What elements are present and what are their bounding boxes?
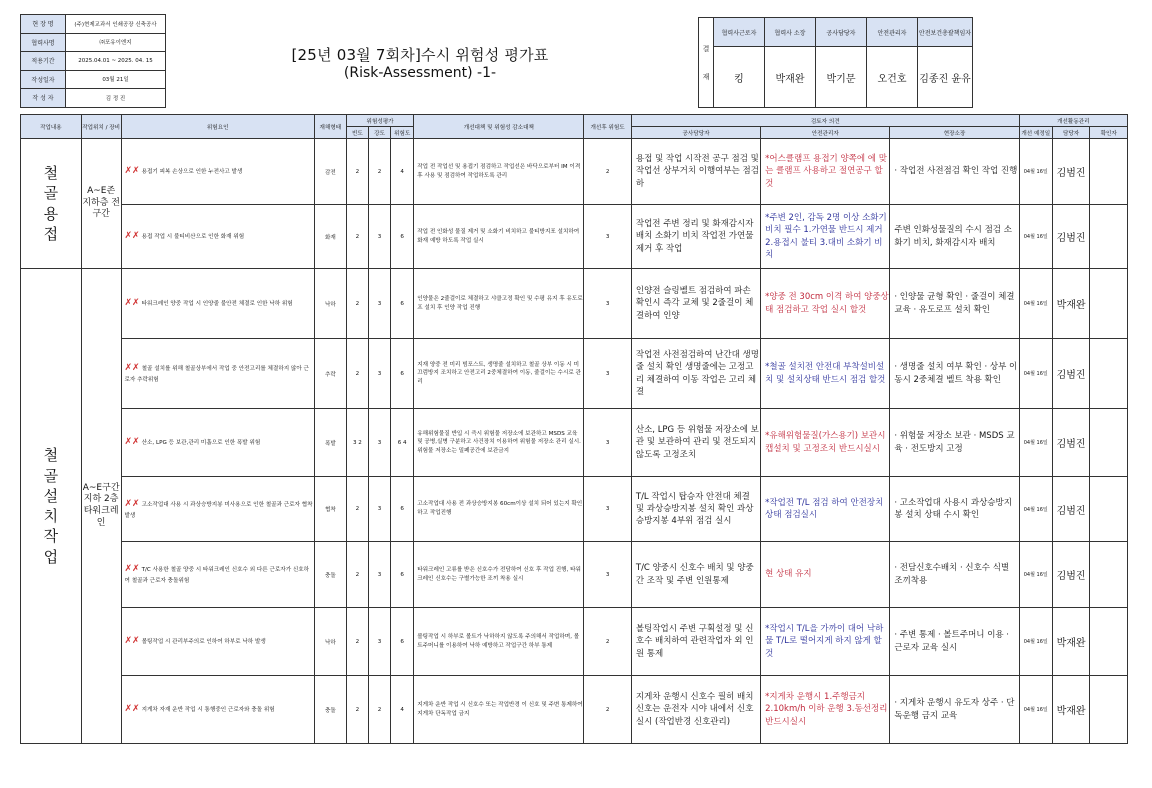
risk-text: 산소, LPG 등 보관,관리 미흡으로 인한 폭발 위험 — [141, 439, 261, 446]
risk-text: T/C 사용한 철골 양중 시 타워크레인 신호수 외 다른 근로자가 신호하여 철골과 근로자 충돌위험 — [124, 567, 310, 585]
table-row — [21, 608, 1128, 676]
strike-mark-icon: ✗✗ — [124, 703, 140, 714]
risk-degree: 6 — [391, 205, 414, 269]
plan-date: 04월 16일 — [1019, 139, 1052, 205]
severity: 2 — [368, 676, 390, 744]
approval-signature: 박기문 — [816, 47, 867, 108]
table-row — [21, 542, 1128, 608]
col-task: 작업내용 — [21, 115, 82, 139]
accident-type: 폭발 — [314, 409, 346, 477]
review-field-chief: · 주변 통제 · 볼트주머니 이용 · 근로자 교육 실시 — [890, 608, 1019, 676]
confirm-signature — [1090, 676, 1128, 744]
col-location: 작업위치 / 장비 — [81, 115, 121, 139]
page-subtitle: (Risk-Assessment) -1- — [343, 65, 497, 81]
confirm-signature — [1090, 269, 1128, 339]
countermeasure: 타워크레인 고류를 받은 신호수가 전담하여 신호 후 작업 진행, 타워크레인 신호수는 구별가능한 조끼 착용 실시 — [414, 542, 584, 608]
confirm-signature — [1090, 205, 1128, 269]
header-info-row — [21, 52, 166, 71]
header-field-label: 적용기간 — [21, 52, 66, 71]
header-info-table — [20, 14, 166, 108]
review-safety-manager: *양중 전 30cm 이격 하여 양중상태 점검하고 작업 실시 할것 — [761, 269, 890, 339]
header-info-row — [21, 33, 166, 52]
col-sev: 강도 — [368, 127, 390, 139]
review-site-manager: 용접 및 작업 시작전 공구 점검 및 작업선 상부거치 이행여부는 점검하 — [631, 139, 760, 205]
approval-table — [698, 17, 973, 108]
risk-text: 철골 설치를 위해 철골상부에서 작업 중 안전고리를 체결하지 않아 근로자 추락위험 — [124, 366, 309, 384]
task-location: A~E구간 지하 2층 타워크레인 — [81, 269, 121, 744]
col-assess: 위험성평가 — [346, 115, 413, 127]
severity: 3 — [368, 269, 390, 339]
countermeasure: 작업 전 작업선 및 용접기 점검하고 작업선은 바닥으로부터 IM 이격 후 사용 및 점검하여 작업하도록 관리 — [414, 139, 584, 205]
task-location: A~E존 지하층 전구간 — [81, 139, 121, 269]
review-site-manager: 작업전 사전점검하여 난간대 생명줄 설치 확인 생명줄에는 고정고리 체결하여 이동 작업은 고리 체결 — [631, 339, 760, 409]
approval-signature: 킹 — [714, 47, 765, 108]
frequency: 2 — [346, 339, 368, 409]
risk-degree: 6 4 — [391, 409, 414, 477]
review-site-manager: T/L 작업시 탑승자 안전대 체결 및 과상승방지봉 설치 확인 과상승방지봉 4부위 점검 실시 — [631, 477, 760, 542]
header-info-row — [21, 15, 166, 34]
risk-after: 2 — [584, 676, 632, 744]
frequency: 3 2 — [346, 409, 368, 477]
frequency: 2 — [346, 205, 368, 269]
col-type: 재해형태 — [314, 115, 346, 139]
approval-signature: 오건호 — [867, 47, 918, 108]
header-field-value: 2025.04.01 ~ 2025. 04. 15 — [66, 52, 166, 71]
page-title: [25년 03월 7회차]수시 위험성 평가표 — [291, 46, 549, 64]
col-measure: 개선대책 및 위험성 감소대책 — [414, 115, 584, 139]
col-reviewer1: 공사담당자 — [631, 127, 760, 139]
header-info-row — [21, 70, 166, 89]
accident-type: 충돌 — [314, 676, 346, 744]
risk-after: 3 — [584, 205, 632, 269]
risk-after: 2 — [584, 608, 632, 676]
risk-after: 2 — [584, 139, 632, 205]
owner-signature: 박재완 — [1052, 269, 1090, 339]
countermeasure: 지게차 운반 작업 시 신호수 또는 작업반경 이 신호 및 주변 통제하여 지게차 단독작업 금지 — [414, 676, 584, 744]
confirm-signature — [1090, 477, 1128, 542]
accident-type: 낙하 — [314, 269, 346, 339]
table-row — [21, 409, 1128, 477]
accident-type: 협착 — [314, 477, 346, 542]
plan-date: 04월 16일 — [1019, 608, 1052, 676]
risk-after: 3 — [584, 269, 632, 339]
risk-after: 3 — [584, 339, 632, 409]
risk-after: 3 — [584, 542, 632, 608]
task-name: 철 골 용 접 — [21, 139, 82, 269]
header-field-value: 03월 21일 — [66, 70, 166, 89]
plan-date: 04월 16일 — [1019, 477, 1052, 542]
confirm-signature — [1090, 139, 1128, 205]
approval-side-label: 결 재 — [699, 18, 714, 108]
strike-mark-icon: ✗✗ — [124, 498, 140, 509]
col-owner: 담당자 — [1052, 127, 1090, 139]
review-safety-manager: *주변 2인, 감독 2명 이상 소화기 비치 필수 1.가연물 반드시 제거 2.용접시 불티 3.대비 소화기 비치 — [761, 205, 890, 269]
confirm-signature — [1090, 409, 1128, 477]
header-field-label: 협력사명 — [21, 33, 66, 52]
strike-mark-icon: ✗✗ — [124, 230, 140, 241]
risk-degree: 6 — [391, 269, 414, 339]
owner-signature: 김범진 — [1052, 409, 1090, 477]
risk-degree: 6 — [391, 542, 414, 608]
accident-type: 화재 — [314, 205, 346, 269]
risk-factor — [121, 608, 314, 676]
review-site-manager: 인양전 슬링벨트 점검하여 파손 확인시 즉각 교체 및 2줄걸이 체결하여 인양 — [631, 269, 760, 339]
plan-date: 04월 16일 — [1019, 269, 1052, 339]
task-name: 철 골 설 치 작 업 — [21, 269, 82, 744]
table-row — [21, 269, 1128, 339]
review-site-manager: 볼팅작업시 주변 구획설정 및 신호수 배치하여 관련작업자 외 인원 통제 — [631, 608, 760, 676]
risk-factor — [121, 409, 314, 477]
accident-type: 낙하 — [314, 608, 346, 676]
review-safety-manager: *작업전 T/L 점검 하여 안전장치상태 점검실시 — [761, 477, 890, 542]
review-site-manager: T/C 양중시 신호수 배치 및 양중간 조작 및 주변 인원통제 — [631, 542, 760, 608]
strike-mark-icon: ✗✗ — [124, 297, 140, 308]
review-field-chief: · 인양물 균형 확인 · 줄걸이 체결 교육 · 유도로프 설치 확인 — [890, 269, 1019, 339]
approval-signature: 박재완 — [765, 47, 816, 108]
review-site-manager: 산소, LPG 등 위험물 저장소에 보관 및 보관하여 관리 및 전도되지 않도록 고정조치 — [631, 409, 760, 477]
risk-factor — [121, 477, 314, 542]
risk-degree: 4 — [391, 676, 414, 744]
risk-degree: 6 — [391, 339, 414, 409]
review-field-chief: · 작업전 사전점검 확인 작업 진행 — [890, 139, 1019, 205]
col-review: 검토자 의견 — [631, 115, 1019, 127]
owner-signature: 김범진 — [1052, 477, 1090, 542]
header-field-label: 현 장 명 — [21, 15, 66, 34]
severity: 3 — [368, 608, 390, 676]
review-field-chief: 주변 인화성물질의 수시 점검 소화기 비치, 화재감시자 배치 — [890, 205, 1019, 269]
risk-text: 고소작업대 사용 시 과상승방지봉 미사용으로 인한 철골과 근로자 협착 발생 — [124, 501, 313, 519]
risk-factor — [121, 269, 314, 339]
risk-factor — [121, 205, 314, 269]
header-field-label: 작성일자 — [21, 70, 66, 89]
col-freq: 빈도 — [346, 127, 368, 139]
col-after: 개선후 위험도 — [584, 115, 632, 139]
risk-degree: 6 — [391, 608, 414, 676]
plan-date: 04월 16일 — [1019, 676, 1052, 744]
severity: 3 — [368, 339, 390, 409]
severity: 3 — [368, 205, 390, 269]
review-safety-manager: *지게차 운행시 1.주행금지 2.10km/h 이하 운행 3.동선정리 반드시실시 — [761, 676, 890, 744]
risk-text: 용접 작업 시 불티비산으로 인한 화재 위험 — [141, 233, 245, 240]
frequency: 2 — [346, 139, 368, 205]
strike-mark-icon: ✗✗ — [124, 564, 140, 575]
countermeasure: 유해위험물질 반입 시 즉시 위험물 저장소에 보관하고 MSDS 교육 및 공병,실병 구분하고 사건장치 이용하여 위험물 저장소 관리 실시. 위험물 저장소는 밀폐공간에 보관금지 — [414, 409, 584, 477]
owner-signature: 박재완 — [1052, 608, 1090, 676]
plan-date: 04월 16일 — [1019, 542, 1052, 608]
header-field-value: (주)현제교과서 인쇄공장 신축공사 — [66, 15, 166, 34]
approval-role: 협력사근로자 — [714, 18, 765, 47]
countermeasure: 볼팅작업 시 하부로 볼트가 낙하하지 않도록 주의해서 작업하며, 볼트주머니를 이용하여 낙하 예방하고 작업구간 하부 통제 — [414, 608, 584, 676]
risk-degree: 4 — [391, 139, 414, 205]
strike-mark-icon: ✗✗ — [124, 436, 140, 447]
table-row — [21, 477, 1128, 542]
plan-date: 04월 16일 — [1019, 339, 1052, 409]
table-row — [21, 339, 1128, 409]
accident-type: 충돌 — [314, 542, 346, 608]
countermeasure: 작업 전 인화성 물질 제거 및 소화기 비치하고 불티방지포 설치하여 화재 예방 하도록 작업 실시 — [414, 205, 584, 269]
header-field-value: 김 정 진 — [66, 89, 166, 108]
table-row — [21, 676, 1128, 744]
header-info-row — [21, 89, 166, 108]
col-improve: 개선활동관리 — [1019, 115, 1127, 127]
plan-date: 04월 16일 — [1019, 205, 1052, 269]
col-deg: 위험도 — [391, 127, 414, 139]
accident-type: 추락 — [314, 339, 346, 409]
review-safety-manager: *어스클램프 용접기 양쪽에 에 맞는 클램프 사용하고 절연공구 할것 — [761, 139, 890, 205]
col-confirm: 확인자 — [1090, 127, 1128, 139]
severity: 3 — [368, 477, 390, 542]
risk-factor — [121, 139, 314, 205]
risk-text: 지게차 자재 운반 작업 시 통행중인 근로자와 충돌 위험 — [141, 706, 275, 713]
table-row — [21, 205, 1128, 269]
approval-role: 협력사 소장 — [765, 18, 816, 47]
risk-assessment-table — [20, 114, 1128, 744]
strike-mark-icon: ✗✗ — [124, 635, 140, 646]
risk-after: 3 — [584, 409, 632, 477]
risk-degree: 6 — [391, 477, 414, 542]
approval-role: 공사담당자 — [816, 18, 867, 47]
risk-text: 용접기 피복 손상으로 인한 누전사고 발생 — [141, 168, 243, 175]
approval-signature: 김종진 윤유 — [918, 47, 973, 108]
plan-date: 04월 16일 — [1019, 409, 1052, 477]
owner-signature: 김범진 — [1052, 542, 1090, 608]
frequency: 2 — [346, 269, 368, 339]
severity: 3 — [368, 409, 390, 477]
owner-signature: 김범진 — [1052, 339, 1090, 409]
risk-factor — [121, 676, 314, 744]
header-field-label: 작 성 자 — [21, 89, 66, 108]
countermeasure: 고소작업대 사용 전 과상승방지봉 60cm이상 설치 되어 있는지 확인하고 작업진행 — [414, 477, 584, 542]
review-safety-manager: *철골 설치전 안전대 부착설비설치 및 설치상태 반드시 점검 할것 — [761, 339, 890, 409]
review-field-chief: · 위험물 저장소 보관 · MSDS 교육 · 전도방지 고정 — [890, 409, 1019, 477]
review-field-chief: · 고소작업대 사용시 과상승방지봉 설치 상태 수시 확인 — [890, 477, 1019, 542]
risk-factor — [121, 542, 314, 608]
confirm-signature — [1090, 608, 1128, 676]
severity: 2 — [368, 139, 390, 205]
countermeasure: 인양물은 2줄걸이로 체결하고 샤클고정 확인 및 수평 유지 후 유도로프 설치 후 인양 작업 진행 — [414, 269, 584, 339]
review-field-chief: · 전담신호수배치 · 신호수 식별 조끼착용 — [890, 542, 1019, 608]
review-field-chief: · 지게차 운행시 유도자 상주 · 단독운행 금지 교육 — [890, 676, 1019, 744]
review-safety-manager: *작업시 T/L을 가까이 대어 낙하물 T/L로 떨어지게 하지 않게 할 것 — [761, 608, 890, 676]
risk-text: 타워크레인 양중 작업 시 인양줄 불안전 체결로 인한 낙하 위험 — [141, 300, 293, 307]
strike-mark-icon: ✗✗ — [124, 165, 140, 176]
review-field-chief: · 생명줄 설치 여부 확인 · 상부 이동시 2중체결 벨트 착용 확인 — [890, 339, 1019, 409]
review-safety-manager: 현 상태 유지 — [761, 542, 890, 608]
frequency: 2 — [346, 676, 368, 744]
confirm-signature — [1090, 542, 1128, 608]
accident-type: 감전 — [314, 139, 346, 205]
frequency: 2 — [346, 608, 368, 676]
owner-signature: 김범진 — [1052, 205, 1090, 269]
approval-role: 안전보건총괄책임자 — [918, 18, 973, 47]
owner-signature: 김범진 — [1052, 139, 1090, 205]
col-plan-date: 개선 예정일 — [1019, 127, 1052, 139]
review-site-manager: 작업전 주변 정리 및 화재감시자 배치 소화기 비치 작업전 가연물 제거 후 작업 — [631, 205, 760, 269]
col-reviewer3: 현장소장 — [890, 127, 1019, 139]
risk-after: 3 — [584, 477, 632, 542]
frequency: 2 — [346, 477, 368, 542]
table-row — [21, 139, 1128, 205]
review-site-manager: 지게차 운행시 신호수 필히 배치 신호는 운전자 시야 내에서 신호 실시 (작업반경 신호관리) — [631, 676, 760, 744]
col-reviewer2: 안전관리자 — [761, 127, 890, 139]
frequency: 2 — [346, 542, 368, 608]
confirm-signature — [1090, 339, 1128, 409]
col-risk: 위험요인 — [121, 115, 314, 139]
header-field-value: ㈜포유이엔지 — [66, 33, 166, 52]
severity: 3 — [368, 542, 390, 608]
owner-signature: 박재완 — [1052, 676, 1090, 744]
strike-mark-icon: ✗✗ — [124, 363, 140, 374]
countermeasure: 지재 양중 전 미리 빔포스트, 생명줄 설치하고 철골 상부 이동 시 미끄럼방지 조치하고 안전고리 2중체결하여 이동, 줄걸이는 수시로 관리 — [414, 339, 584, 409]
risk-text: 볼팅작업 시 관리부주의로 인하여 하부로 낙하 발생 — [141, 638, 266, 645]
risk-factor — [121, 339, 314, 409]
approval-role: 안전관리자 — [867, 18, 918, 47]
review-safety-manager: *유해위험물질(가스용기) 보관시 캡설치 및 고정조치 반드시실시 — [761, 409, 890, 477]
